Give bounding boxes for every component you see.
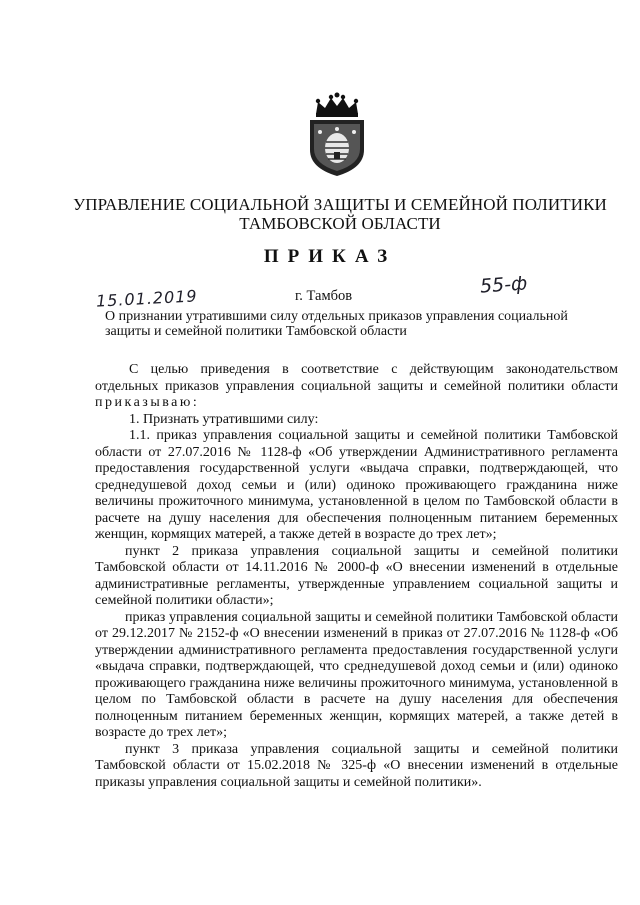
tambov-coat-of-arms-icon <box>304 92 370 178</box>
handwritten-date: 15.01.2019 <box>95 286 199 311</box>
intro-paragraph <box>95 362 618 412</box>
command-word: приказываю: <box>95 395 200 410</box>
subject-line-2: защиты и семейной политики Тамбовской области <box>105 324 407 339</box>
document-body <box>95 362 618 791</box>
organization-region: ТАМБОВСКОЙ ОБЛАСТИ <box>239 214 441 233</box>
item-point-3: пункт 3 приказа управления социальной защиты и семейной политики Тамбовской области от 15.02.2018 № 325-ф «О внесении изменений в отдельные приказы управления социальной защиты и семейной политики». <box>95 741 618 790</box>
item-point-2: пункт 2 приказа управления социальной защиты и семейной политики Тамбовской области от 14.11.2016 № 2000-ф «О внесении изменений в отдельные административные регламенты, утвержденные управлением социальной защиты и семейной политики области»; <box>95 543 618 608</box>
item-order-2152: приказ управления социальной защиты и семейной политики Тамбовской области от 29.12.2017 № 2152-ф «О внесении изменений в приказ от 27.07.2016 № 1128-ф «Об утверждении административного регламента предоставления государственной услуги «выдача справки, подтверждающей, что среднедушевой доход семьи и (или) одиноко проживающего гражданина ниже величины прожиточного минимума, установленной в целом по Тамбовской области в расчете на душу населения для обеспечения полноценным питанием беременных женщин, кормящих матерей, а также детей в возрасте до трех лет»; <box>95 609 618 740</box>
handwritten-order-number: 55-ф <box>479 272 528 298</box>
document-type-title: ПРИКАЗ <box>263 246 397 267</box>
city-label: г. Тамбов <box>295 288 353 304</box>
organization-name: УПРАВЛЕНИЕ СОЦИАЛЬНОЙ ЗАЩИТЫ И СЕМЕЙНОЙ ПОЛИТИКИ <box>73 195 607 214</box>
item-1-1: 1.1. приказ управления социальной защиты и семейной политики Тамбовской области от 27.07.2016 № 1128-ф «Об утверждении Административного регламента предоставления государственной услуги «выдача справки, подтверждающей, что среднедушевой доход семьи и (или) одиноко проживающего гражданина ниже величины прожиточного минимума, установленной в целом по Тамбовской области в расчете на душу населения для обеспечения полноценным питанием беременных женщин, кормящих матерей, а также детей в возрасте до трех лет»; <box>95 428 618 542</box>
subject-line-1: О признании утратившими силу отдельных приказов управления социальной <box>105 309 568 324</box>
item-1: 1. Признать утратившими силу: <box>129 411 319 427</box>
intro-text: С целью приведения в соответствие с действующим законодательством отдельных приказов управления социальной защиты и семейной политики области <box>95 362 618 394</box>
